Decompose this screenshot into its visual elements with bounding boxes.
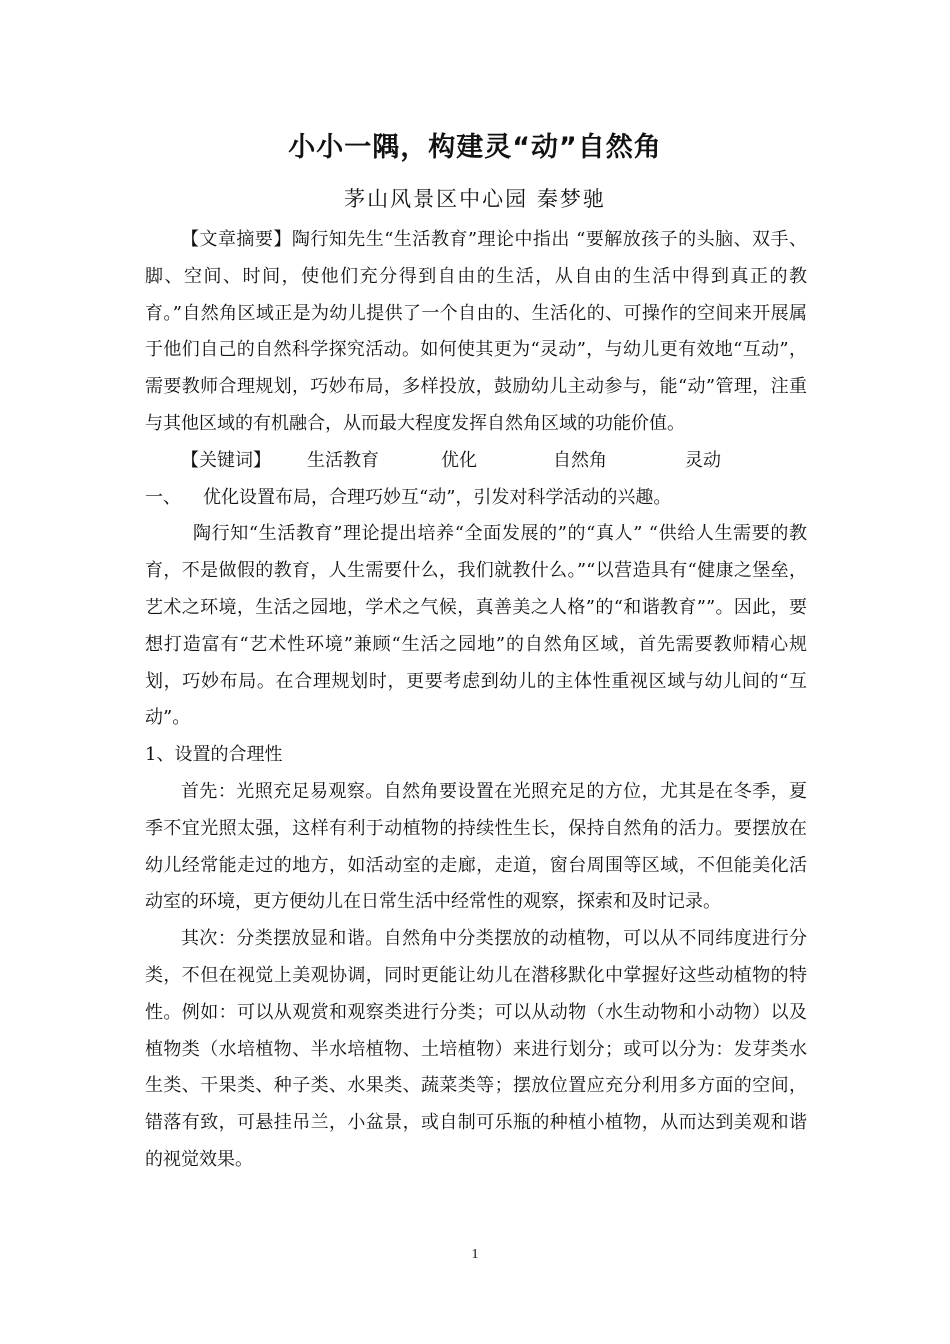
author-line: 茅山风景区中心园 秦梦驰 bbox=[344, 187, 606, 211]
document-body bbox=[145, 222, 807, 1179]
subsection-paragraph-1: 首先：光照充足易观察。自然角要设置在光照充足的方位，尤其是在冬季，夏季不宜光照太强，这样有利于动植物的持续性生长，保持自然角的活力。要摆放在幼儿经常能走过的地方，如活动室的走廊，走道，窗台周围等区域，不但能美化活动室的环境，更方便幼儿在日常生活中经常性的观察，探索和及时记录。 bbox=[145, 780, 807, 913]
section-heading-text: 优化设置布局，合理巧妙互“动”，引发对科学活动的兴趣。 bbox=[203, 486, 672, 508]
keywords-label: 【关键词】 bbox=[181, 449, 271, 471]
section-heading bbox=[145, 480, 807, 517]
keyword-item: 灵动 bbox=[685, 449, 721, 471]
section-paragraph: 陶行知“生活教育”理论提出培养“全面发展的”的“真人” “供给人生需要的教育，不是做假的教育，人生需要什么，我们就教什么。”“以营造具有“健康之堡垒，艺术之环境，生活之园地，学术之气候，真善美之人格”的“和谐教育””。因此，要想打造富有“艺术性环境”兼顾“生活之园地”的自然角区域，首先需要教师精心规划，巧妙布局。在合理规划时，更要考虑到幼儿的主体性重视区域与幼儿间的“互动”。 bbox=[145, 523, 807, 729]
page-number: 1 bbox=[471, 1247, 479, 1262]
keywords-line bbox=[145, 443, 807, 480]
keyword-item: 优化 bbox=[441, 449, 477, 471]
subsection-paragraph-2: 其次：分类摆放显和谐。自然角中分类摆放的动植物，可以从不同纬度进行分类，不但在视觉上美观协调，同时更能让幼儿在潜移默化中掌握好这些动植物的特性。例如：可以从观赏和观察类进行分类；可以从动物（水生动物和小动物）以及植物类（水培植物、半水培植物、土培植物）来进行划分；或可以分为：发芽类水生类、干果类、种子类、水果类、蔬菜类等；摆放位置应充分利用多方面的空间，错落有致，可悬挂吊兰，小盆景，或自制可乐瓶的种植小植物，从而达到美观和谐的视觉效果。 bbox=[145, 928, 807, 1170]
keyword-item: 自然角 bbox=[553, 449, 607, 471]
subsection-heading: 1、设置的合理性 bbox=[145, 744, 283, 766]
section-number: 一、 bbox=[145, 486, 181, 508]
keyword-item: 生活教育 bbox=[307, 449, 379, 471]
document-title: 小小一隅，构建灵“动”自然角 bbox=[288, 132, 662, 163]
abstract-paragraph: 【文章摘要】陶行知先生“生活教育”理论中指出 “要解放孩子的头脑、双手、脚、空间、时间，使他们充分得到自由的生活，从自由的生活中得到真正的教育。”自然角区域正是为幼儿提供了一个自由的、生活化的、可操作的空间来开展属于他们自己的自然科学探究活动。如何使其更为“灵动”，与幼儿更有效地“互动”，需要教师合理规划，巧妙布局，多样投放，鼓励幼儿主动参与，能“动”管理，注重与其他区域的有机融合，从而最大程度发挥自然角区域的功能价值。 bbox=[145, 229, 807, 434]
